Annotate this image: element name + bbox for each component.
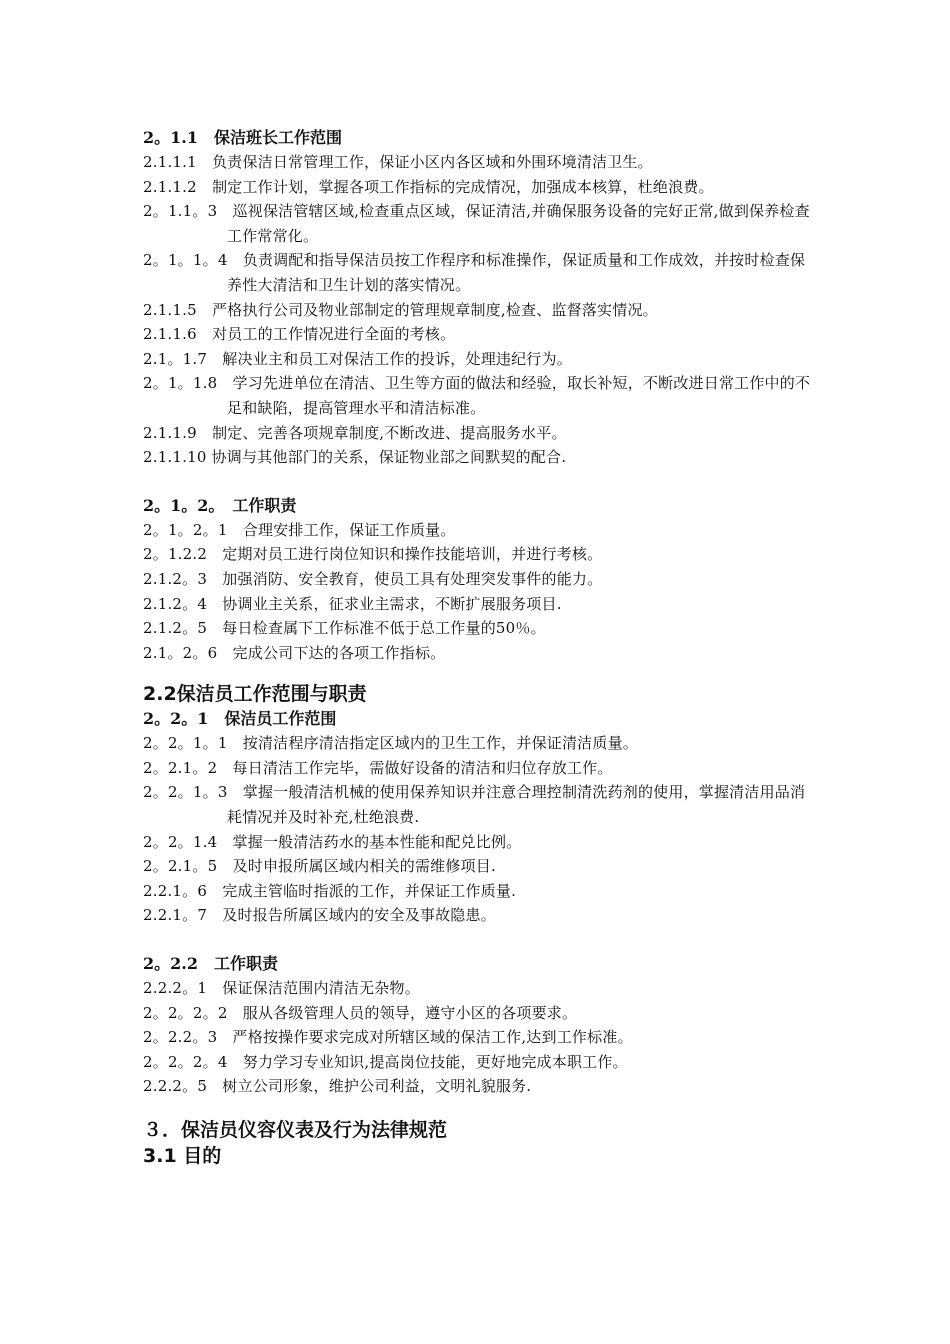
item-2-2-1-2: 2。2.1。2 每日清洁工作完毕，需做好设备的清洁和归位存放工作。 <box>143 758 613 777</box>
section-3-1-heading: 3.1 目的 <box>143 1145 222 1167</box>
item-2-1-1-2: 2.1.1.2 制定工作计划，掌握各项工作指标的完成情况，加强成本核算，杜绝浪费。 <box>143 177 714 196</box>
spacer <box>143 665 813 681</box>
item-2-1-1-9: 2.1.1.9 制定、完善各项规章制度,不断改进、提高服务水平。 <box>143 423 567 442</box>
item-2-1-2-1: 2。1。2。1 合理安排工作，保证工作质量。 <box>143 520 456 539</box>
section-2-2-1-heading: 2。2。1 保洁员工作范围 <box>143 709 337 729</box>
item-2-2-1-6: 2.2.1。6 完成主管临时指派的工作，并保证工作质量. <box>143 881 517 900</box>
item-2-2-2-4: 2。2。2。4 努力学习专业知识,提高岗位技能，更好地完成本职工作。 <box>143 1052 628 1071</box>
item-2-2-2-1: 2.2.2。1 保证保洁范围内清洁无杂物。 <box>143 979 420 998</box>
document-page <box>143 126 813 1169</box>
item-2-1-2-3: 2.1.2。3 加强消防、安全教育，使员工具有处理突发事件的能力。 <box>143 569 603 588</box>
item-2-2-1-7: 2.2.1。7 及时报告所属区域内的安全及事故隐患。 <box>143 906 496 925</box>
item-2-2-1-3: 2。2。1。3 掌握一般清洁机械的使用保养知识并注意合理控制清洗药剂的使用，掌握清洁用品消耗情况并及时补充,杜绝浪费. <box>143 783 806 827</box>
item-2-2-2-2: 2。2。2。2 服从各级管理人员的领导，遵守小区的各项要求。 <box>143 1003 578 1022</box>
item-2-1-1-7: 2.1。1.7 解决业主和员工对保洁工作的投诉，处理违纪行为。 <box>143 349 572 368</box>
section-2-2-title: 2.2保洁员工作范围与职责 <box>143 683 367 706</box>
item-2-1-1-5: 2.1.1.5 严格执行公司及物业部制定的管理规章制度,检查、监督落实情况。 <box>143 300 658 319</box>
item-2-1-1-1: 2.1.1.1 负责保洁日常管理工作，保证小区内各区域和外围环境清洁卫生。 <box>143 153 653 171</box>
item-2-1-1-3: 2。1.1。3 巡视保洁管辖区域,检查重点区域，保证清洁,并确保服务设备的完好正常,做到保养检查工作常常化。 <box>143 202 810 245</box>
item-2-1-2-4: 2.1.2。4 协调业主关系，征求业主需求，不断扩展服务项目. <box>143 594 562 613</box>
spacer <box>143 1099 813 1117</box>
item-2-2-1-4: 2。2。1.4 掌握一般清洁药水的基本性能和配兑比例。 <box>143 832 522 851</box>
item-2-2-2-3: 2。2.2。3 严格按操作要求完成对所辖区域的保洁工作,达到工作标准。 <box>143 1028 633 1047</box>
item-2-1-1-4: 2。1。1。4 负责调配和指导保洁员按工作程序和标准操作，保证质量和工作成效，并按时检查保养性大清洁和卫生计划的落实情况。 <box>143 251 806 294</box>
item-2-2-2-5: 2.2.2。5 树立公司形象，维护公司利益，文明礼貌服务. <box>143 1077 532 1096</box>
item-2-1-1-8: 2。1。1.8 学习先进单位在清洁、卫生等方面的做法和经验，取长补短，不断改进日常工作中的不足和缺陷，提高管理水平和清洁标准。 <box>143 374 811 417</box>
item-2-1-2-2: 2。1.2.2 定期对员工进行岗位知识和操作技能培训，并进行考核。 <box>143 545 603 564</box>
item-2-2-1-5: 2。2.1。5 及时申报所属区域内相关的需维修项目. <box>143 857 496 876</box>
item-2-1-1-6: 2.1.1.6 对员工的工作情况进行全面的考核。 <box>143 325 456 344</box>
section-2-2-2-heading: 2。2.2 工作职责 <box>143 954 278 974</box>
section-2-1-2-heading: 2。1。2。 工作职责 <box>143 495 297 515</box>
item-2-1-2-6: 2.1。2。6 完成公司下达的各项工作指标。 <box>143 643 446 662</box>
spacer <box>143 470 813 494</box>
item-2-1-1-10: 2.1.1.10 协调与其他部门的关系，保证物业部之间默契的配合. <box>143 448 567 467</box>
item-2-1-2-5: 2.1.2。5 每日检查属下工作标准不低于总工作量的50％。 <box>143 619 546 638</box>
section-3-title: ３．保洁员仪容仪表及行为法律规范 <box>143 1119 448 1141</box>
spacer <box>143 928 813 952</box>
section-2-1-1-heading: 2。1.1 保洁班长工作范围 <box>143 128 342 147</box>
item-2-2-1-1: 2。2。1。1 按清洁程序清洁指定区域内的卫生工作，并保证清洁质量。 <box>143 734 638 753</box>
